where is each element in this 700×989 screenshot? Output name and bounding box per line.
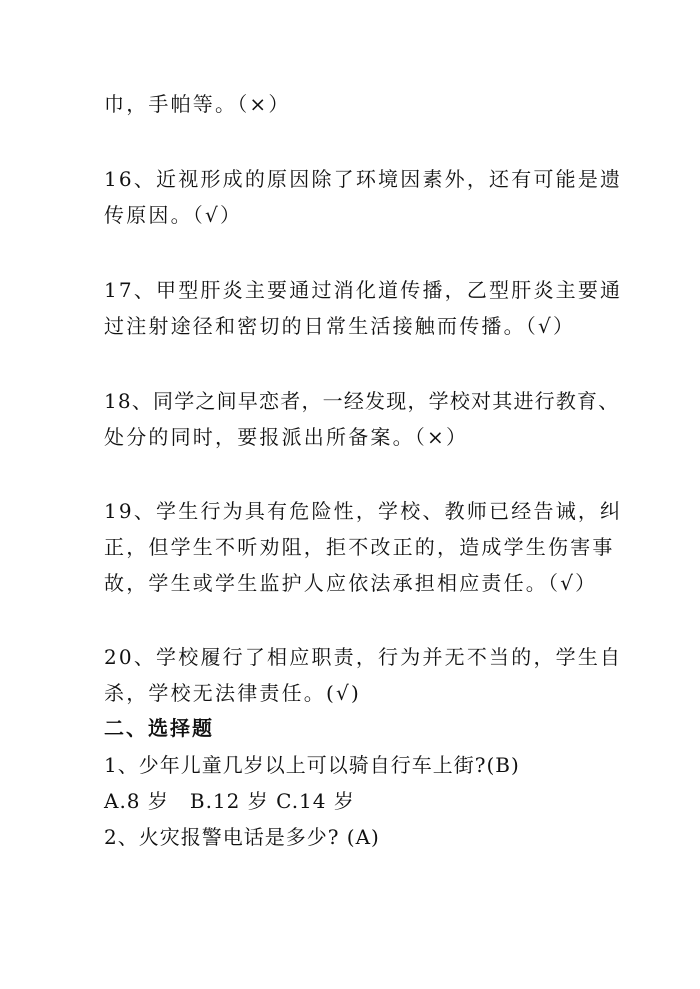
- item-17-line-1: 17、甲型肝炎主要通过消化道传播，乙型肝炎主要通: [104, 278, 623, 302]
- item-16-line-2: 传原因。（√）: [104, 203, 243, 227]
- question-1: 1、少年儿童几岁以上可以骑自行车上街?(B): [104, 753, 520, 777]
- item-15-continuation: 巾，手帕等。（×）: [104, 92, 291, 116]
- item-18-line-1: 18、同学之间早恋者，一经发现，学校对其进行教育、: [104, 389, 620, 413]
- question-2: 2、火灾报警电话是多少? (A): [104, 825, 380, 849]
- item-20-line-2: 杀，学校无法律责任。(√): [104, 681, 361, 705]
- item-19-line-3: 故，学生或学生监护人应依法承担相应责任。（√）: [104, 571, 598, 595]
- item-17-line-2: 过注射途径和密切的日常生活接触而传播。（√）: [104, 314, 576, 338]
- item-19-line-1: 19、学生行为具有危险性，学校、教师已经告诫，纠: [104, 499, 623, 523]
- section-heading-choice: 二、选择题: [104, 716, 214, 740]
- item-19-line-2: 正，但学生不听劝阻，拒不改正的，造成学生伤害事: [104, 535, 615, 559]
- item-20-line-1: 20、学校履行了相应职责，行为并无不当的，学生自: [104, 645, 623, 669]
- item-16-line-1: 16、近视形成的原因除了环境因素外，还有可能是遗: [104, 167, 623, 191]
- item-18-line-2: 处分的同时，要报派出所备案。（×）: [104, 425, 469, 449]
- question-1-options: A.8 岁 B.12 岁 C.14 岁: [104, 789, 355, 813]
